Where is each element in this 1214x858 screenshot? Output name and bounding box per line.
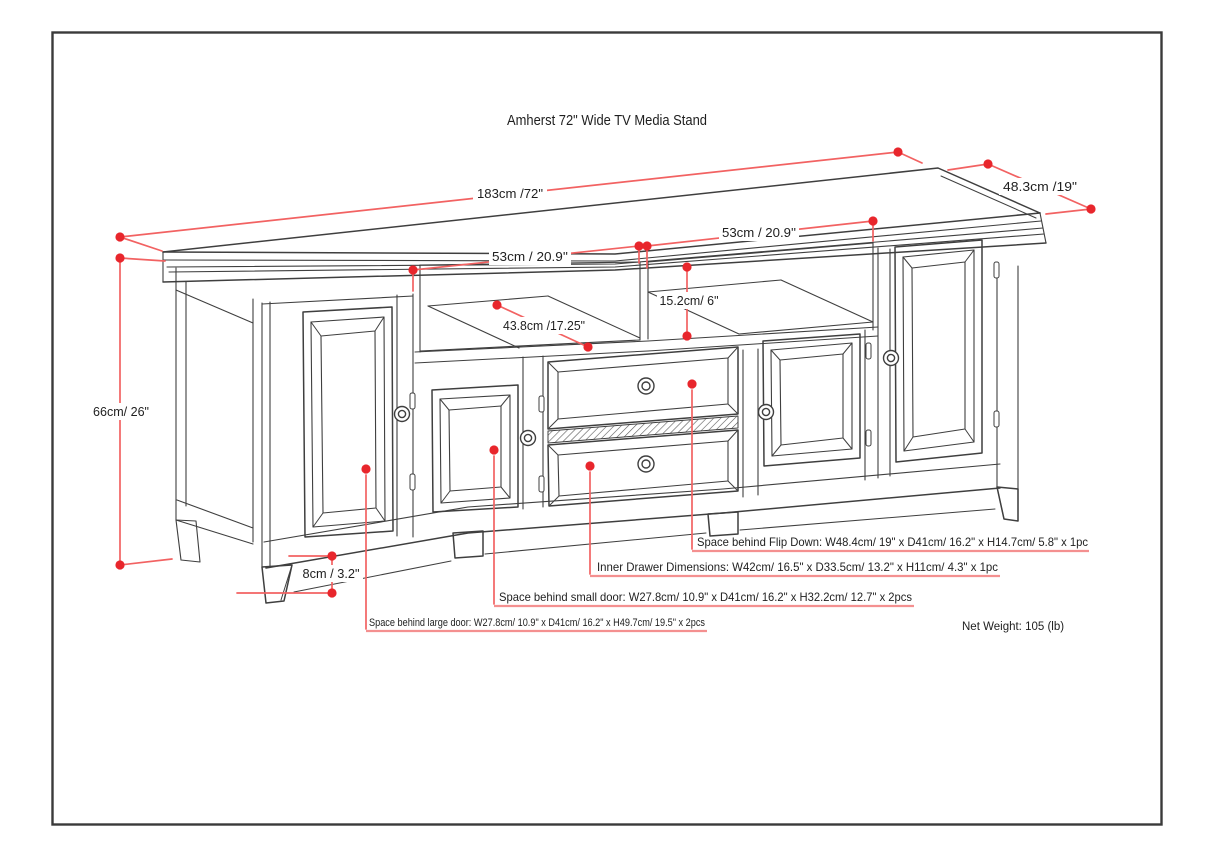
- hinge-icon: [866, 430, 871, 446]
- center-right-foot: [708, 512, 738, 536]
- door-knob-icon: [759, 405, 774, 420]
- left-side-leg: [176, 520, 200, 562]
- large-left-door: [303, 307, 393, 537]
- overall-height-label: 66cm/ 26": [93, 404, 150, 419]
- front-right-leg: [997, 487, 1018, 521]
- hinge-icon: [866, 343, 871, 359]
- hinge-icon: [994, 411, 999, 427]
- front-left-leg: [262, 565, 292, 603]
- page-title: Amherst 72" Wide TV Media Stand: [507, 113, 707, 129]
- large-door-callout: Space behind large door: W27.8cm/ 10.9" x D41cm/ 16.2" x H49.7cm/ 19.5" x 2pcs: [369, 617, 706, 629]
- shelf-depth-label: 43.8cm /17.25": [503, 318, 586, 333]
- shelf-opening-height-label: 15.2cm/ 6": [659, 293, 719, 308]
- hinge-icon: [410, 393, 415, 409]
- left-side-panel: [176, 268, 253, 562]
- door-knob-icon: [884, 351, 899, 366]
- inner-drawer-callout: Inner Drawer Dimensions: W42cm/ 16.5" x D33.5cm/ 13.2" x H11cm/ 4.3" x 1pc: [597, 560, 998, 574]
- small-left-door: [432, 385, 518, 512]
- drawer-knob-icon: [638, 378, 654, 394]
- large-right-door: [895, 240, 982, 462]
- shelf-divider: [640, 262, 648, 340]
- hinge-icon: [539, 476, 544, 492]
- floor-clearance-label: 8cm / 3.2": [302, 566, 360, 581]
- shelf-width-right-label: 53cm / 20.9'': [722, 225, 796, 240]
- small-door-callout: Space behind small door: W27.8cm/ 10.9" x D41cm/ 16.2" x H32.2cm/ 12.7" x 2pcs: [499, 590, 912, 604]
- cabinet-top: [163, 168, 1046, 282]
- drawer-groove: [548, 416, 738, 443]
- hinge-icon: [539, 396, 544, 412]
- flip-down-callout: Space behind Flip Down: W48.4cm/ 19" x D41cm/ 16.2" x H14.7cm/ 5.8" x 1pc: [697, 535, 1088, 549]
- label-backgrounds: [91, 178, 1081, 582]
- net-weight-label: Net Weight: 105 (lb): [962, 621, 1065, 633]
- dimension-lines: [120, 152, 1091, 629]
- door-knob-icon: [521, 431, 536, 446]
- hinge-icon: [994, 262, 999, 278]
- small-right-door: [763, 334, 860, 466]
- door-knob-icon: [395, 407, 410, 422]
- overall-width-label: 183cm /72": [477, 186, 544, 201]
- open-shelf-left: [415, 262, 648, 363]
- drawer-knob-icon: [638, 456, 654, 472]
- hinge-icon: [410, 474, 415, 490]
- overall-depth-label: 48.3cm /19": [1003, 179, 1078, 194]
- shelf-width-left-label: 53cm / 20.9'': [492, 249, 568, 264]
